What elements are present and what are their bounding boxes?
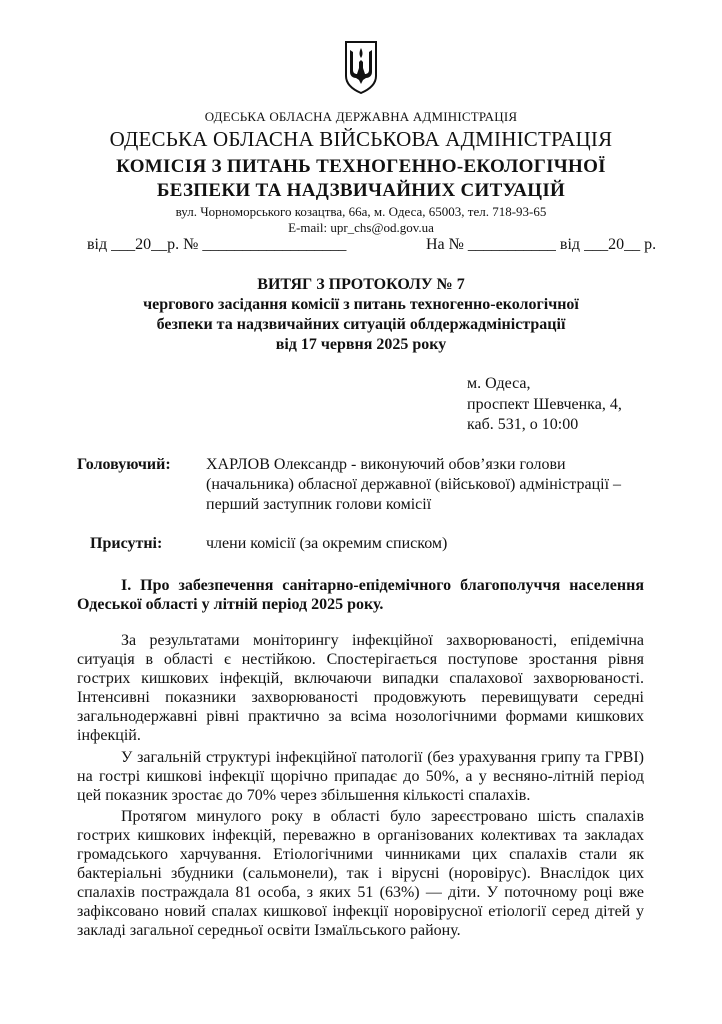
section-1-heading-line2: Одеської області у літній період 2025 року. xyxy=(77,596,384,613)
present-label: Присутні: xyxy=(90,535,163,552)
address: вул. Чорноморського козацтва, 66а, м. Одеса, 65003, тел. 718-93-65 xyxy=(175,204,547,219)
paragraph-line: ситуація в області є нестійкою. Спостерігається поступове зростання рівня xyxy=(77,651,644,668)
paragraph-3 xyxy=(77,807,644,940)
chair-line2: (начальника) обласної державної (військової) адміністрації – xyxy=(206,476,622,493)
location-street: проспект Шевченка, 4, xyxy=(467,396,622,413)
chair-label: Головуючий: xyxy=(77,456,171,473)
org-state-admin: ОДЕСЬКА ОБЛАСНА ДЕРЖАВНА АДМІНІСТРАЦІЯ xyxy=(204,109,518,124)
paragraph-line: У загальній структурі інфекційної патології (без урахування грипу та ГРВІ) xyxy=(121,749,644,766)
paragraph-line: Інтенсивні показники захворюваності продовжують перевищувати середні xyxy=(77,689,644,706)
location-room-time: каб. 531, о 10:00 xyxy=(467,416,579,433)
paragraph-line: закладі загальної середньої освіти Ізмаїльського району. xyxy=(77,922,461,939)
paragraph-line: цей показник зростає до 70% через збільшення кількості спалахів. xyxy=(77,787,531,804)
chair-line1: ХАРЛОВ Олександр - виконуючий обов’язки голови xyxy=(206,456,566,473)
email: E-mail: upr_chs@od.gov.ua xyxy=(288,220,434,235)
coat-of-arms-emblem xyxy=(344,40,378,94)
paragraph-line: зафіксовано новий спалах кишкової інфекції норовірусної етіології серед дітей у xyxy=(77,903,644,920)
org-military-admin: ОДЕСЬКА ОБЛАСНА ВІЙСЬКОВА АДМІНІСТРАЦІЯ xyxy=(109,127,613,151)
paragraph-line: спалахів постраждала 81 особа, з яких 51 (63%) — діти. У поточному році вже xyxy=(77,884,644,901)
ref-incoming: На № ___________ від ___20__ р. xyxy=(426,236,657,253)
protocol-subtitle-line2: безпеки та надзвичайних ситуацій облдержадміністрації xyxy=(156,316,566,333)
commission-title-line1: КОМІСІЯ З ПИТАНЬ ТЕХНОГЕННО-ЕКОЛОГІЧНОЇ xyxy=(116,156,606,177)
protocol-date: від 17 червня 2025 року xyxy=(275,336,447,353)
paragraph-line: бактеріальні збудники (сальмонели), так і вірусні (норовірус). Внаслідок цих xyxy=(77,865,644,882)
paragraph-line: гострих кишкових інфекцій, переважно в організованих колективах та закладах xyxy=(77,827,644,844)
ref-outgoing: від ___20__р. № __________________ xyxy=(87,236,347,253)
chair-line3: перший заступник голови комісії xyxy=(206,496,432,513)
paragraph-line: загальнодержавні рівні практично за всіма нозологічними формами кишкових xyxy=(77,708,644,725)
protocol-title: ВИТЯГ З ПРОТОКОЛУ № 7 xyxy=(257,276,465,293)
paragraph-line: громадського харчування. Етіологічними чинниками цих спалахів стали як xyxy=(77,846,644,863)
location-city: м. Одеса, xyxy=(467,375,531,392)
paragraph-2 xyxy=(77,748,644,805)
paragraph-1 xyxy=(77,631,644,745)
paragraph-line: гострих кишкових інфекцій, включаючи випадки спалахової захворюваності. xyxy=(77,670,644,687)
paragraph-line: на гострі кишкові інфекції щорічно припадає до 50%, а у весняно-літній період xyxy=(77,768,644,785)
paragraph-line: Протягом минулого року в області було зареєстровано шість спалахів xyxy=(121,808,644,825)
protocol-subtitle-line1: чергового засідання комісії з питань техногенно-екологічної xyxy=(143,296,579,313)
paragraph-line: інфекцій. xyxy=(77,727,141,744)
commission-title-line2: БЕЗПЕКИ ТА НАДЗВИЧАЙНИХ СИТУАЦІЙ xyxy=(156,180,566,201)
section-1-heading xyxy=(77,576,644,614)
paragraph-line: За результатами моніторингу інфекційної захворюваності, епідемічна xyxy=(121,632,644,649)
present-value: члени комісії (за окремим списком) xyxy=(206,535,448,552)
section-1-heading-line1: І. Про забезпечення санітарно-епідемічного благополуччя населення xyxy=(121,577,644,594)
